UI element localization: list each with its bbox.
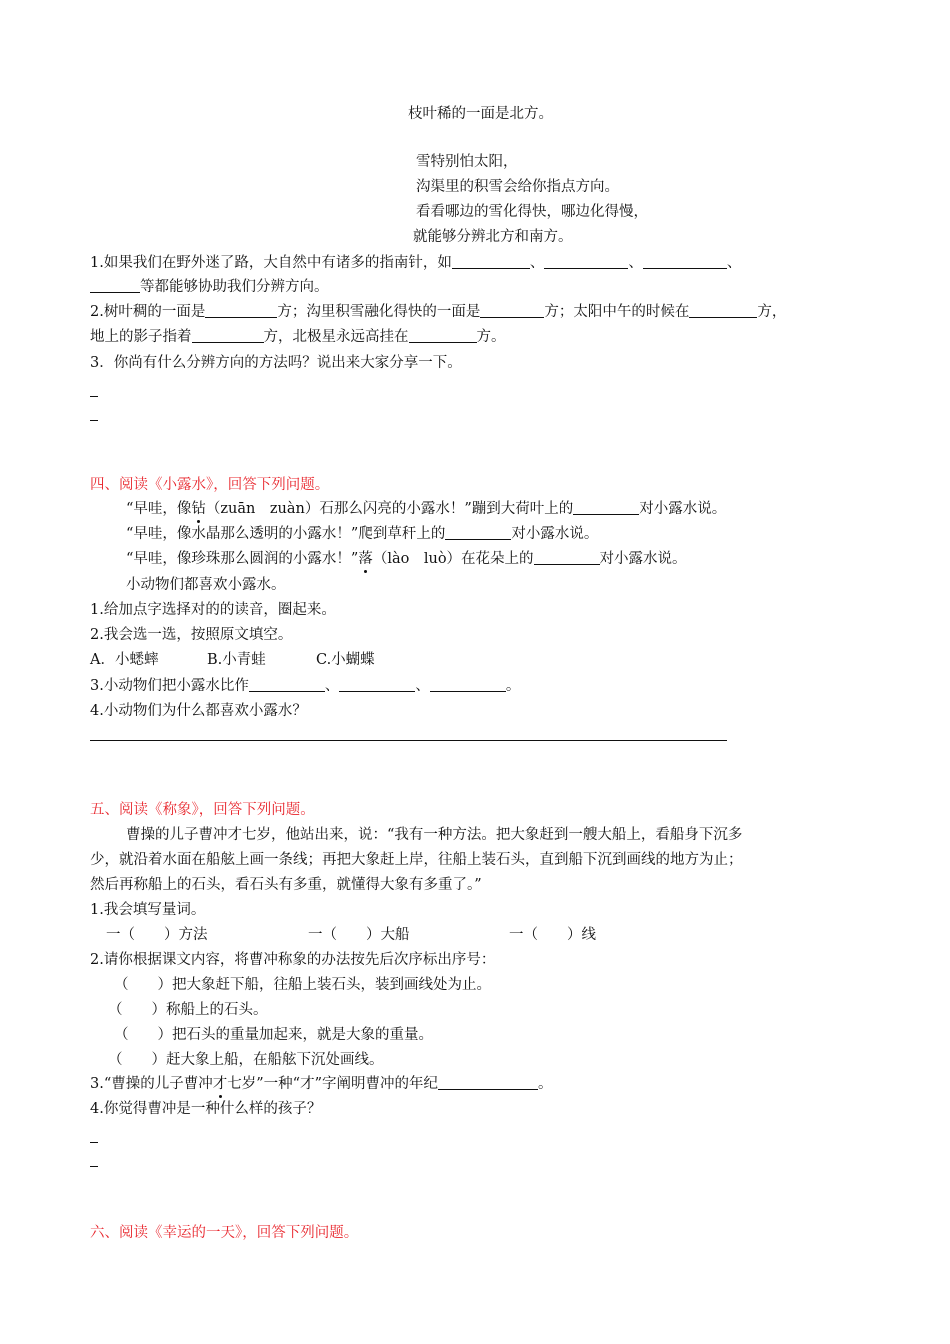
question-4: 4.你觉得曹冲是一种什么样的孩子？ bbox=[90, 1101, 322, 1117]
order-step[interactable]: （ ）把大象赶下船，往船上装石头，装到画线处为止。 bbox=[114, 977, 491, 993]
passage-line: “早哇，像珍珠那么圆润的小露水！”落（lào luò）在花朵上的 对小露水说。 bbox=[126, 551, 687, 567]
answer-line[interactable] bbox=[90, 420, 98, 421]
question-2: 2.我会选一选，按照原文填空。 bbox=[90, 627, 293, 643]
passage-line: “早哇，像钻（zuān zuàn）石那么闪亮的小露水！”蹦到大荷叶上的 对小露水说。 bbox=[126, 501, 727, 517]
answer-blank[interactable] bbox=[90, 277, 140, 293]
measure-word-2[interactable]: 一（ ）大船 bbox=[308, 927, 410, 943]
answer-blank[interactable] bbox=[452, 253, 530, 269]
poem-line: 雪特别怕太阳， bbox=[416, 154, 518, 170]
answer-line[interactable] bbox=[90, 396, 98, 397]
passage-line: “早哇，像水晶那么透明的小露水！”爬到草秆上的 对小露水说。 bbox=[126, 526, 599, 542]
passage-line: 曹操的儿子曹冲才七岁，他站出来，说：“我有一种方法。把大象赶到一艘大船上，看船身下沉多 bbox=[126, 827, 743, 843]
question-2: 2.树叶稠的一面是 方；沟里积雪融化得快的一面是 方；太阳中午的时候在 方， bbox=[90, 304, 787, 320]
measure-word-1[interactable]: 一（ ）方法 bbox=[106, 927, 208, 943]
question-4: 4.小动物们为什么都喜欢小露水？ bbox=[90, 703, 307, 719]
answer-blank[interactable] bbox=[249, 676, 325, 692]
order-step[interactable]: （ ）称船上的石头。 bbox=[108, 1002, 268, 1018]
answer-blank[interactable] bbox=[409, 327, 477, 343]
answer-blank[interactable] bbox=[643, 253, 727, 269]
answer-blank[interactable] bbox=[430, 676, 506, 692]
question-1: 1.我会填写量词。 bbox=[90, 902, 206, 918]
question-1: 1.如果我们在野外迷了路，大自然中有诸多的指南针，如 、 、 、 bbox=[90, 255, 742, 271]
answer-line[interactable] bbox=[90, 1142, 98, 1143]
passage-line: 然后再称船上的石头，看石头有多重，就懂得大象有多重了。” bbox=[90, 877, 482, 893]
dotted-char: 才 bbox=[212, 1076, 228, 1092]
passage-line: 小动物们都喜欢小露水。 bbox=[126, 577, 286, 593]
text-line: 枝叶稀的一面是北方。 bbox=[408, 106, 553, 122]
answer-blank[interactable] bbox=[573, 499, 639, 515]
section-6-title: 六、阅读《幸运的一天》，回答下列问题。 bbox=[90, 1225, 359, 1241]
question-2: 2.请你根据课文内容，将曹冲称象的办法按先后次序标出序号： bbox=[90, 952, 496, 968]
answer-line[interactable] bbox=[90, 1166, 98, 1167]
dotted-char: 落 bbox=[358, 551, 373, 567]
answer-line[interactable] bbox=[90, 740, 727, 741]
dotted-char: 钻 bbox=[191, 501, 206, 517]
passage-line: 少，就沿着水面在船舷上画一条线；再把大象赶上岸，往船上装石头，直到船下沉到画线的地方为止； bbox=[90, 852, 743, 868]
section-4-title: 四、阅读《小露水》，回答下列问题。 bbox=[90, 477, 330, 493]
order-step[interactable]: （ ）把石头的重量加起来，就是大象的重量。 bbox=[114, 1027, 433, 1043]
answer-blank[interactable] bbox=[445, 524, 511, 540]
option-a[interactable]: A．小蟋蟀 bbox=[90, 652, 159, 668]
question-2-cont: 地上的影子指着 方，北极星永远高挂在 方。 bbox=[90, 329, 506, 345]
poem-line: 就能够分辨北方和南方。 bbox=[413, 229, 573, 245]
question-3: 3.“曹操的儿子曹冲才七岁”一种“才”字阐明曹冲的年纪 。 bbox=[90, 1076, 553, 1092]
answer-blank[interactable] bbox=[438, 1074, 538, 1090]
answer-blank[interactable] bbox=[534, 549, 600, 565]
question-3: 3．你尚有什么分辨方向的方法吗？说出来大家分享一下。 bbox=[90, 355, 462, 371]
answer-blank[interactable] bbox=[480, 302, 544, 318]
question-1-cont: 等都能够协助我们分辨方向。 bbox=[90, 277, 329, 297]
option-c[interactable]: C.小蝴蝶 bbox=[316, 652, 375, 668]
section-5-title: 五、阅读《称象》，回答下列问题。 bbox=[90, 802, 315, 818]
measure-word-3[interactable]: 一（ ）线 bbox=[509, 927, 596, 943]
answer-blank[interactable] bbox=[544, 253, 628, 269]
poem-line: 沟渠里的积雪会给你指点方向。 bbox=[416, 179, 619, 195]
answer-blank[interactable] bbox=[689, 302, 757, 318]
answer-blank[interactable] bbox=[205, 302, 277, 318]
answer-blank[interactable] bbox=[339, 676, 415, 692]
answer-blank[interactable] bbox=[192, 327, 264, 343]
order-step[interactable]: （ ）赶大象上船，在船舷下沉处画线。 bbox=[108, 1052, 384, 1068]
question-3: 3.小动物们把小露水比作 、 、 。 bbox=[90, 678, 521, 694]
option-b[interactable]: B.小青蛙 bbox=[207, 652, 266, 668]
poem-line: 看看哪边的雪化得快，哪边化得慢， bbox=[416, 204, 648, 220]
question-1: 1.给加点字选择对的的读音，圈起来。 bbox=[90, 602, 336, 618]
